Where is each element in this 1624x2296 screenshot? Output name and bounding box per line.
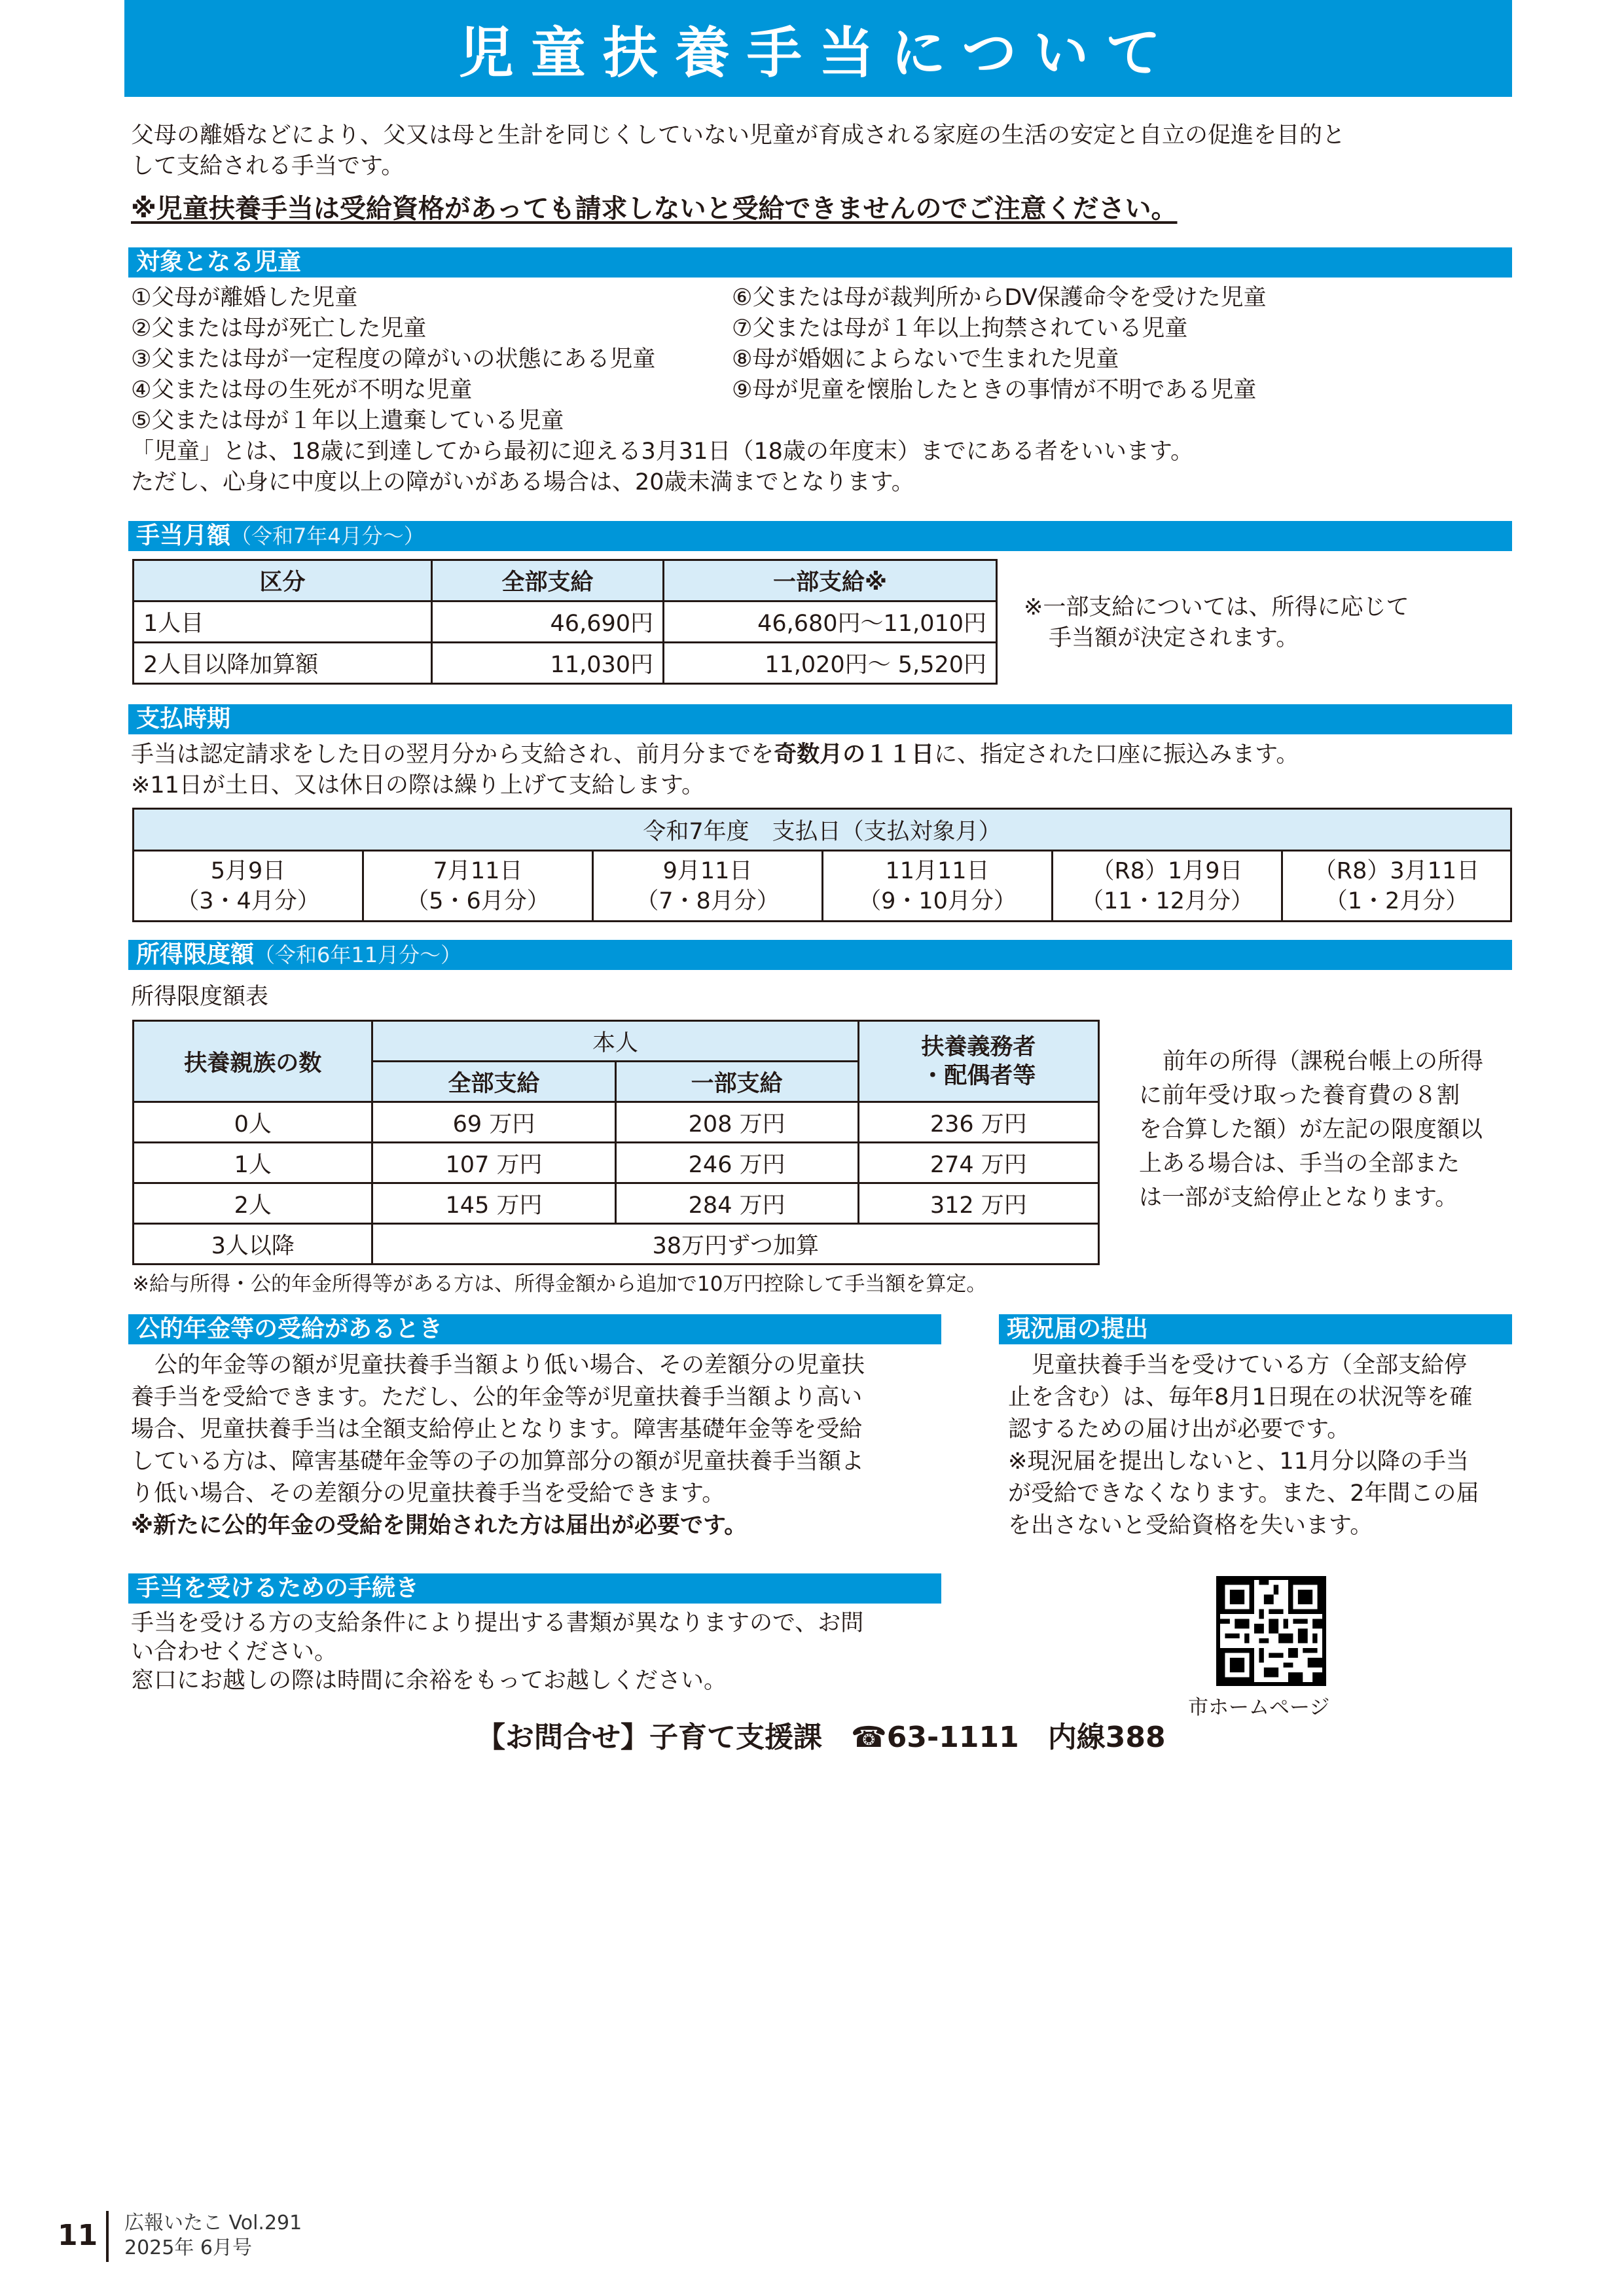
page-title: 児童扶養手当について (124, 0, 1512, 97)
section-status-heading: 現況届の提出 (999, 1314, 1512, 1344)
section-eligible-heading: 対象となる児童 (128, 247, 1512, 278)
table-header: 全部支給 (372, 1062, 615, 1102)
eligible-right-list (732, 283, 1267, 406)
pension-line: り低い場合、その差額分の児童扶養手当を受給できます。 (131, 1480, 725, 1507)
table-cell: 284 万円 (615, 1183, 858, 1224)
monthly-note-2: 手当額が決定されます。 (1049, 625, 1299, 651)
section-income-heading: 所得限度額（令和6年11月分～） (128, 940, 1512, 970)
list-item: ⑧母が婚姻によらないで生まれた児童 (732, 346, 1119, 372)
table-cell: 5月9日 （3・4月分） (134, 851, 363, 922)
table-header: 令和7年度 支払日（支払対象月） (134, 809, 1511, 851)
procedure-line: 手当を受ける方の支給条件により提出する書類が異なりますので、お問 (131, 1610, 864, 1636)
section-monthly-heading: 手当月額（令和7年4月分～） (128, 521, 1512, 551)
table-header: 全部支給 (432, 560, 664, 601)
table-cell: 11,020円～ 5,520円 (664, 643, 997, 684)
income-table-caption: 所得限度額表 (131, 984, 269, 1010)
payment-line: 手当は認定請求をした日の翌月分から支給され、前月分までを奇数月の１１日に、指定された口座に振込みます。 (131, 742, 1299, 768)
table-cell: 1人 (134, 1143, 372, 1183)
list-item: ⑦父または母が１年以上拘禁されている児童 (732, 315, 1188, 342)
table-cell: 38万円ずつ加算 (372, 1224, 1099, 1265)
procedure-line: い合わせください。 (131, 1639, 338, 1665)
table-cell: （R8）3月11日 （1・2月分） (1282, 851, 1511, 922)
table-cell: 7月11日 （5・6月分） (363, 851, 593, 922)
intro (131, 120, 1512, 182)
section-pension-heading: 公的年金等の受給があるとき (128, 1314, 941, 1344)
table-header: 扶養親族の数 (134, 1021, 372, 1102)
side-line: に前年受け取った養育費の８割 (1139, 1083, 1460, 1109)
pension-line: している方は、障害基礎年金等の子の加算部分の額が児童扶養手当額よ (131, 1448, 865, 1475)
table-cell: 312 万円 (858, 1183, 1098, 1224)
table-header: 一部支給※ (664, 560, 997, 601)
table-row (134, 601, 997, 643)
section-payment-heading: 支払時期 (128, 704, 1512, 734)
income-note: ※給与所得・公的年金所得等がある方は、所得金額から追加で10万円控除して手当額を算定。 (132, 1272, 987, 1296)
eligible-note-1: 「児童」とは、18歳に到達してから最初に迎える3月31日（18歳の年度末）までにある者をいいます。 (131, 439, 1194, 465)
qr-code[interactable] (1216, 1576, 1326, 1686)
table-cell: 145 万円 (372, 1183, 615, 1224)
table-cell: 246 万円 (615, 1143, 858, 1183)
eligible-notes (131, 437, 1193, 498)
payment-note: ※11日が土日、又は休日の際は繰り上げて支給します。 (131, 772, 705, 798)
footer-publication: 広報いたこ Vol.291 2025年 6月号 (124, 2212, 302, 2259)
procedure-text (131, 1609, 863, 1695)
list-item: ⑥父または母が裁判所からDV保護命令を受けた児童 (732, 285, 1267, 311)
table-cell: 2人 (134, 1183, 372, 1224)
footer-divider (106, 2211, 109, 2262)
eligible-left-list (131, 283, 655, 437)
monthly-table (132, 559, 998, 685)
table-header: 扶養義務者 ・配偶者等 (858, 1021, 1098, 1102)
income-side-text (1139, 1045, 1483, 1215)
side-line: は一部が支給停止となります。 (1139, 1185, 1458, 1211)
payment-text (131, 740, 1299, 801)
side-line: 上ある場合は、手当の全部また (1139, 1151, 1460, 1177)
table-cell: 0人 (134, 1102, 372, 1143)
pension-line: 公的年金等の額が児童扶養手当額より低い場合、その差額分の児童扶 (154, 1352, 865, 1378)
pension-line: 養手当を受給できます。ただし、公的年金等が児童扶養手当額より高い (131, 1384, 863, 1410)
table-cell: 274 万円 (858, 1143, 1098, 1183)
pension-bold-note: ※新たに公的年金の受給を開始された方は届出が必要です。 (131, 1513, 748, 1539)
table-cell: 208 万円 (615, 1102, 858, 1143)
table-header: 本人 (372, 1021, 858, 1062)
table-row (134, 1183, 1099, 1224)
table-header: 区分 (134, 560, 432, 601)
table-cell: 236 万円 (858, 1102, 1098, 1143)
income-limit-table (132, 1020, 1100, 1265)
table-cell: （R8）1月9日 （11・12月分） (1053, 851, 1282, 922)
table-cell: 2人目以降加算額 (134, 643, 432, 684)
status-line: 認するための届け出が必要です。 (1008, 1416, 1350, 1443)
list-item: ⑨母が児童を懐胎したときの事情が不明である児童 (732, 377, 1257, 403)
table-cell: 46,690円 (432, 601, 664, 643)
table-row (134, 643, 997, 684)
eligible-note-2: ただし、心身に中度以上の障がいがある場合は、20歳未満までとなります。 (131, 469, 914, 495)
monthly-note (1024, 592, 1409, 654)
side-line: 前年の所得（課税台帳上の所得 (1163, 1049, 1484, 1075)
status-text (1008, 1350, 1479, 1542)
table-row (134, 851, 1511, 922)
table-cell: 107 万円 (372, 1143, 615, 1183)
table-cell: 46,680円～11,010円 (664, 601, 997, 643)
pension-line: 場合、児童扶養手当は全額支給停止となります。障害基礎年金等を受給 (131, 1416, 863, 1443)
pension-text (131, 1350, 865, 1542)
table-cell: 11,030円 (432, 643, 664, 684)
list-item: ③父または母が一定程度の障がいの状態にある児童 (131, 346, 656, 372)
list-item: ④父または母の生死が不明な児童 (131, 377, 473, 403)
table-cell: 9月11日 （7・8月分） (593, 851, 823, 922)
table-cell: 69 万円 (372, 1102, 615, 1143)
qr-code-icon (1220, 1580, 1322, 1682)
procedure-line: 窓口にお越しの際は時間に余裕をもってお越しください。 (131, 1668, 727, 1694)
side-line: を合算した額）が左記の限度額以 (1139, 1117, 1483, 1143)
status-line: を出さないと受給資格を失います。 (1008, 1513, 1373, 1539)
intro-line-2: して支給される手当です。 (131, 153, 405, 179)
table-cell: 11月11日 （9・10月分） (823, 851, 1053, 922)
table-row (134, 1224, 1099, 1265)
table-header: 一部支給 (615, 1062, 858, 1102)
status-line: ※現況届を提出しないと、11月分以降の手当 (1008, 1448, 1469, 1475)
section-procedure-heading: 手当を受けるための手続き (128, 1573, 941, 1604)
list-item: ②父または母が死亡した児童 (131, 315, 427, 342)
page-number: 11 (58, 2219, 98, 2252)
table-cell: 1人目 (134, 601, 432, 643)
status-line: 児童扶養手当を受けている方（全部支給停 (1032, 1352, 1468, 1378)
qr-label: 市ホームページ (1188, 1696, 1330, 1719)
table-cell: 3人以降 (134, 1224, 372, 1265)
table-row (134, 1102, 1099, 1143)
contact-info: 【お問合せ】子育て支援課 ☎63-1111 内線388 (477, 1721, 1166, 1754)
warning-text: ※児童扶養手当は受給資格があっても請求しないと受給できませんのでご注意ください。 (131, 194, 1178, 224)
list-item: ⑤父または母が１年以上遺棄している児童 (131, 408, 564, 434)
table-row (134, 1143, 1099, 1183)
list-item: ①父母が離婚した児童 (131, 285, 358, 311)
status-line: 止を含む）は、毎年8月1日現在の状況等を確 (1008, 1384, 1473, 1410)
payment-schedule-table (132, 808, 1512, 922)
monthly-note-1: ※一部支給については、所得に応じて (1024, 594, 1409, 620)
status-line: が受給できなくなります。また、2年間この届 (1008, 1480, 1479, 1507)
intro-line-1: 父母の離婚などにより、父又は母と生計を同じくしていない児童が育成される家庭の生活の安定と自立の促進を目的と (131, 122, 1346, 149)
